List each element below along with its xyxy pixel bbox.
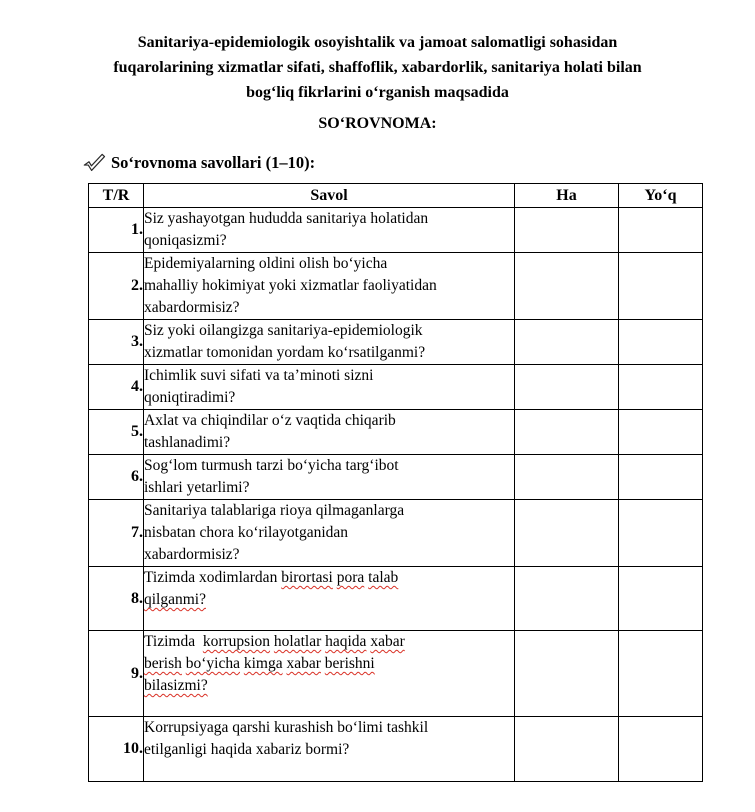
question-text: etilganligi haqida xabariz bormi? bbox=[144, 741, 350, 758]
question-text: Siz yoki oilangizga sanitariya-epidemiologik bbox=[144, 322, 423, 339]
question-text: Sanitariya talablariga rioya qilmaganlarga bbox=[144, 502, 405, 519]
table-row bbox=[89, 455, 703, 500]
document-title bbox=[33, 30, 723, 105]
misspelled-text: berish bbox=[144, 655, 182, 672]
column-header-yoq: Yo‘q bbox=[619, 184, 703, 208]
answer-cell-ha[interactable] bbox=[515, 320, 619, 365]
table-row bbox=[89, 320, 703, 365]
title-line-2: fuqarolarining xizmatlar sifati, shaffoflik, xabardorlik, sanitariya holati bilan bbox=[113, 59, 642, 76]
answer-cell-yoq[interactable] bbox=[619, 410, 703, 455]
question-text: xizmatlar tomonidan yordam ko‘rsatilganmi? bbox=[144, 344, 426, 361]
table-row bbox=[89, 631, 703, 717]
column-header-ha: Ha bbox=[515, 184, 619, 208]
question-text: Epidemiyalarning oldini olish bo‘yicha bbox=[144, 255, 388, 272]
row-number: 10. bbox=[89, 717, 144, 782]
question-text: Tizimda bbox=[144, 633, 203, 650]
question-cell bbox=[144, 500, 515, 567]
misspelled-text: holatlar bbox=[273, 633, 322, 650]
answer-cell-yoq[interactable] bbox=[619, 717, 703, 782]
question-cell bbox=[144, 410, 515, 455]
answer-cell-yoq[interactable] bbox=[619, 208, 703, 253]
question-text: nisbatan chora ko‘rilayotganidan bbox=[144, 524, 349, 541]
column-header-tr: T/R bbox=[89, 184, 144, 208]
answer-cell-yoq[interactable] bbox=[619, 631, 703, 717]
row-number: 5. bbox=[89, 410, 144, 455]
row-number: 4. bbox=[89, 365, 144, 410]
table-row bbox=[89, 717, 703, 782]
checkmark-icon bbox=[82, 152, 106, 173]
question-text: Tizimda xodimlardan bbox=[144, 569, 282, 586]
misspelled-text: xabar bbox=[286, 655, 321, 672]
misspelled-text: xabar bbox=[370, 633, 405, 650]
title-line-3: bog‘liq fikrlarini o‘rganish maqsadida bbox=[246, 84, 509, 101]
question-cell bbox=[144, 365, 515, 410]
answer-cell-ha[interactable] bbox=[515, 455, 619, 500]
misspelled-text: haqida bbox=[325, 633, 367, 650]
question-cell bbox=[144, 253, 515, 320]
row-number: 2. bbox=[89, 253, 144, 320]
question-text: Korrupsiyaga qarshi kurashish bo‘limi tashkil bbox=[144, 719, 429, 736]
misspelled-text: birortasi bbox=[281, 569, 333, 586]
table-row bbox=[89, 253, 703, 320]
table-row bbox=[89, 365, 703, 410]
question-cell bbox=[144, 208, 515, 253]
question-text: Axlat va chiqindilar o‘z vaqtida chiqarib bbox=[144, 412, 396, 429]
answer-cell-yoq[interactable] bbox=[619, 320, 703, 365]
section-label-row bbox=[82, 152, 755, 173]
question-cell bbox=[144, 631, 515, 717]
table-row bbox=[89, 500, 703, 567]
misspelled-text: talab bbox=[368, 569, 399, 586]
answer-cell-yoq[interactable] bbox=[619, 455, 703, 500]
question-text: qoniqtiradimi? bbox=[144, 389, 236, 406]
misspelled-text: kimga bbox=[243, 655, 283, 672]
row-number: 3. bbox=[89, 320, 144, 365]
table-header-row bbox=[89, 184, 703, 208]
table-row bbox=[89, 410, 703, 455]
survey-heading: SO‘ROVNOMA: bbox=[318, 115, 437, 132]
answer-cell-ha[interactable] bbox=[515, 253, 619, 320]
table-row bbox=[89, 567, 703, 631]
answer-cell-ha[interactable] bbox=[515, 567, 619, 631]
misspelled-text: berishni bbox=[324, 655, 375, 672]
misspelled-text: pora bbox=[336, 569, 365, 586]
misspelled-text: bilasizmi? bbox=[144, 677, 208, 694]
title-line-1: Sanitariya-epidemiologik osoyishtalik va jamoat salomatligi sohasidan bbox=[137, 34, 618, 51]
answer-cell-ha[interactable] bbox=[515, 365, 619, 410]
question-text: tashlanadimi? bbox=[144, 434, 231, 451]
misspelled-text: korrupsion bbox=[202, 633, 271, 650]
question-text: Sog‘lom turmush tarzi bo‘yicha targ‘ibot bbox=[144, 457, 399, 474]
question-cell bbox=[144, 567, 515, 631]
table-row bbox=[89, 208, 703, 253]
survey-table-body bbox=[89, 208, 703, 782]
section-label: So‘rovnoma savollari (1–10): bbox=[111, 153, 316, 172]
answer-cell-ha[interactable] bbox=[515, 410, 619, 455]
answer-cell-ha[interactable] bbox=[515, 631, 619, 717]
question-text: Ichimlik suvi sifati va ta’minoti sizni bbox=[144, 367, 374, 384]
answer-cell-ha[interactable] bbox=[515, 500, 619, 567]
question-text: qoniqasizmi? bbox=[144, 232, 227, 249]
question-cell bbox=[144, 320, 515, 365]
answer-cell-ha[interactable] bbox=[515, 208, 619, 253]
question-cell bbox=[144, 717, 515, 782]
row-number: 6. bbox=[89, 455, 144, 500]
misspelled-text: bo‘yicha bbox=[185, 655, 240, 672]
question-cell bbox=[144, 455, 515, 500]
row-number: 1. bbox=[89, 208, 144, 253]
row-number: 8. bbox=[89, 567, 144, 631]
survey-table bbox=[88, 183, 703, 782]
question-text: mahalliy hokimiyat yoki xizmatlar faoliyatidan bbox=[144, 277, 437, 294]
question-text: xabardormisiz? bbox=[144, 299, 240, 316]
answer-cell-yoq[interactable] bbox=[619, 253, 703, 320]
answer-cell-ha[interactable] bbox=[515, 717, 619, 782]
answer-cell-yoq[interactable] bbox=[619, 567, 703, 631]
row-number: 9. bbox=[89, 631, 144, 717]
answer-cell-yoq[interactable] bbox=[619, 365, 703, 410]
misspelled-text: qilganmi? bbox=[144, 591, 206, 608]
question-text: Siz yashayotgan hududda sanitariya holatidan bbox=[144, 210, 429, 227]
answer-cell-yoq[interactable] bbox=[619, 500, 703, 567]
question-text: ishlari yetarlimi? bbox=[144, 479, 250, 496]
row-number: 7. bbox=[89, 500, 144, 567]
question-text: xabardormisiz? bbox=[144, 546, 240, 563]
column-header-savol: Savol bbox=[144, 184, 515, 208]
